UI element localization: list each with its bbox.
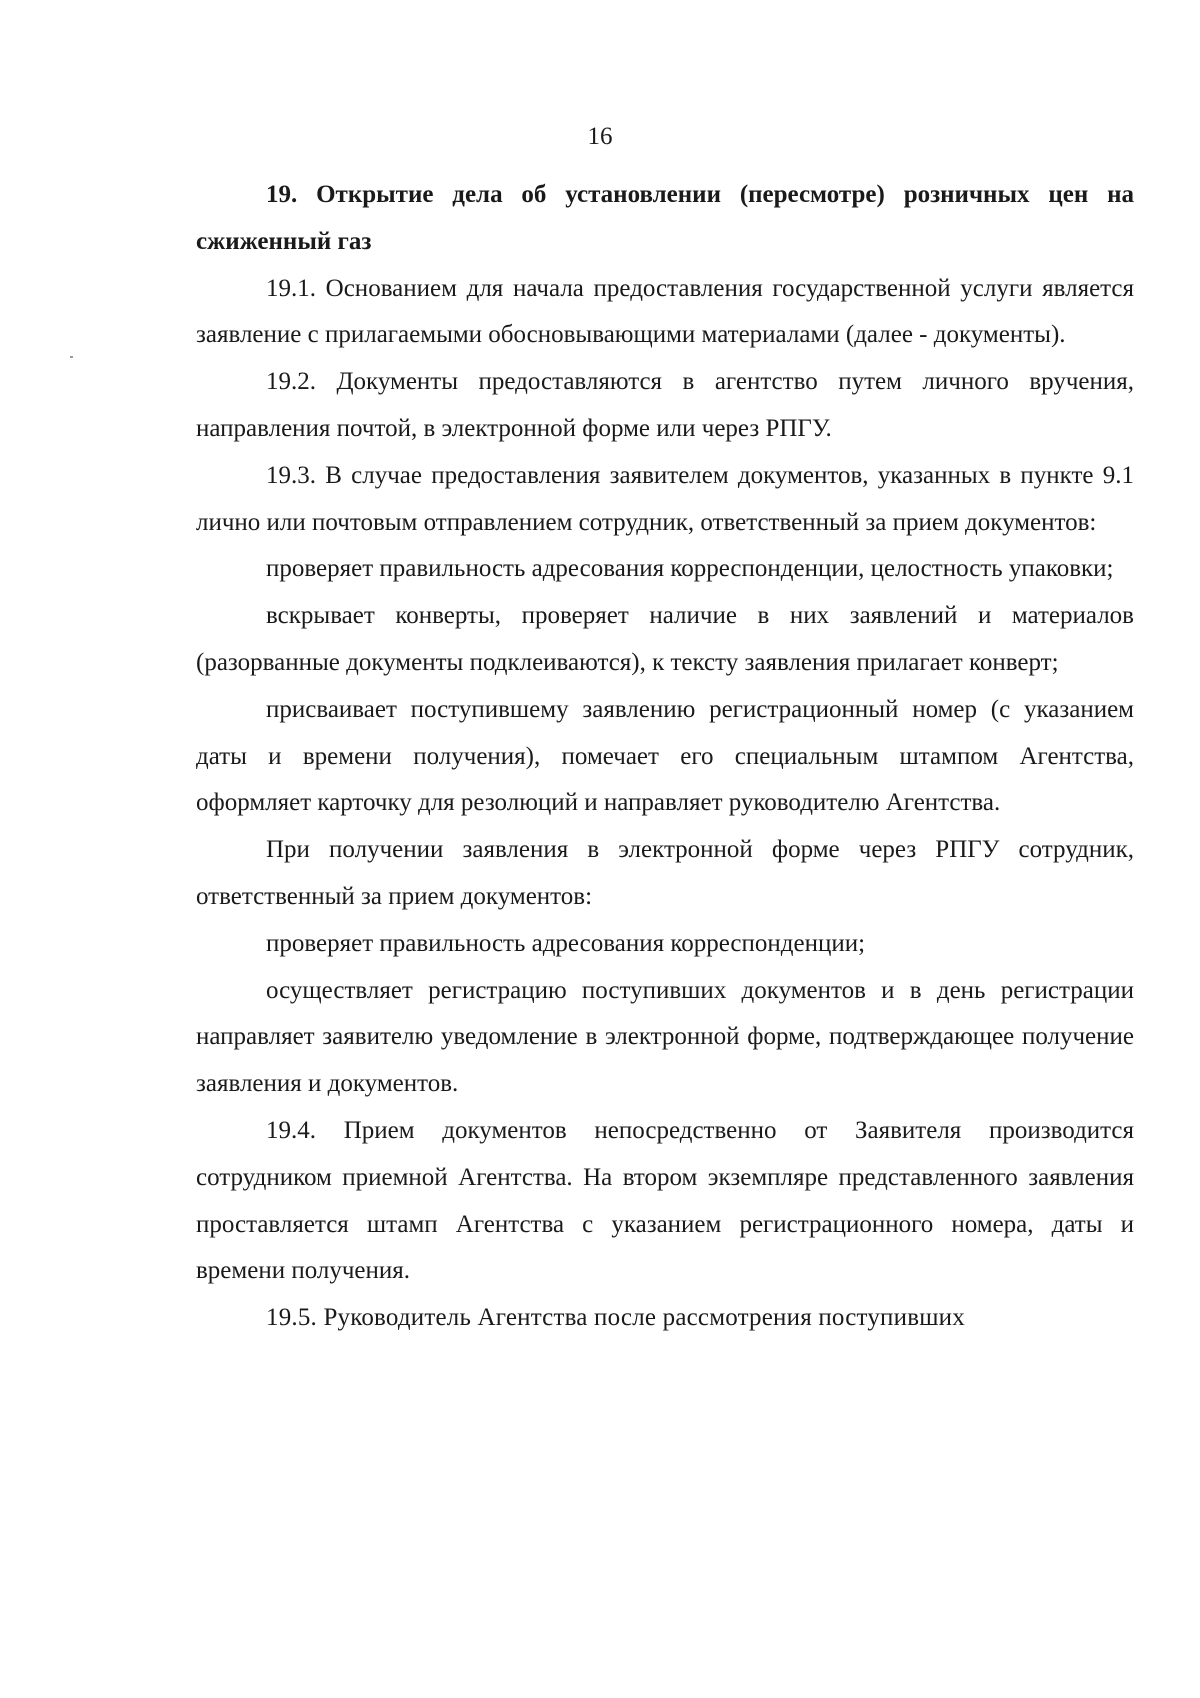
section-heading: 19. Открытие дела об установлении (пересмотре) розничных цен на сжиженный газ	[196, 181, 1134, 255]
paragraph-19-4: 19.4. Прием документов непосредственно от Заявителя производится сотрудником приемной Агентства. На втором экземпляре представленного заявления проставляется штамп Агентства с указанием регистрационного номера, даты и времени получения.	[196, 1116, 1134, 1285]
paragraph-19-2: 19.2. Документы предоставляются в агентство путем личного вручения, направления почтой, в электронной форме или через РПГУ.	[196, 368, 1134, 442]
document-body	[196, 172, 1134, 1342]
paragraph-19-5: 19.5. Руководитель Агентства после рассмотрения поступивших	[266, 1304, 965, 1332]
paragraph-check-addressing-electronic: проверяет правильность адресования корреспонденции;	[266, 929, 866, 957]
paragraph-registration: осуществляет регистрацию поступивших документов и в день регистрации направляет заявителю уведомление в электронной форме, подтверждающее получение заявления и документов.	[196, 976, 1134, 1098]
paragraph-19-3: 19.3. В случае предоставления заявителем документов, указанных в пункте 9.1 лично или почтовым отправлением сотрудник, ответственный за прием документов:	[196, 461, 1134, 536]
paragraph-electronic-receipt: При получении заявления в электронной форме через РПГУ сотрудник, ответственный за прием документов:	[196, 836, 1134, 910]
paragraph-19-1: 19.1. Основанием для начала предоставления государственной услуги является заявление с прилагаемыми обосновывающими материалами (далее - документы).	[196, 274, 1134, 349]
page-number: 16	[587, 123, 613, 150]
margin-mark	[70, 356, 73, 358]
paragraph-assign-number: присваивает поступившему заявлению регистрационный номер (с указанием даты и времени получения), помечает его специальным штампом Агентства, оформляет карточку для резолюций и направляет руководителю Агентства.	[196, 695, 1134, 817]
paragraph-check-addressing: проверяет правильность адресования корреспонденции, целостность упаковки;	[266, 555, 1114, 583]
paragraph-open-envelopes: вскрывает конверты, проверяет наличие в них заявлений и материалов (разорванные документы подклеиваются), к тексту заявления прилагает конверт;	[196, 602, 1134, 676]
